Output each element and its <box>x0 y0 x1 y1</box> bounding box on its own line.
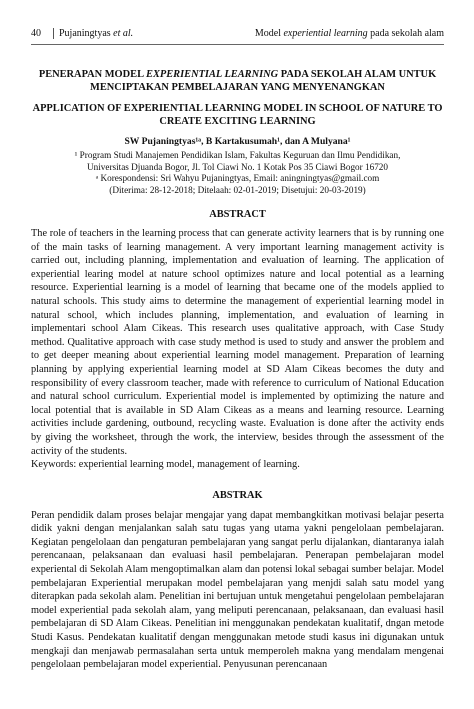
dates-line: (Diterima: 28-12-2018; Ditelaah: 02-01-2019; Disetujui: 20-03-2019) <box>109 184 366 195</box>
keywords: Keywords: experiential learning model, management of learning. <box>31 459 300 471</box>
author-list: SW Pujaningtyas¹ᵃ, B Kartakusumah¹, dan A Mulyana¹ <box>124 136 351 147</box>
abstract-body: The role of teachers in the learning process that can generate activity learners that is by running one of the main tasks of learning management. A very important learning management activity is carried out, including planning, implementation and evaluation of learning. The application of experiential learing model at nature school optimizes nature and local potential as a learning resource. Experiential learning is a model of learning that became one of the models applied to natural schools. This study aims to determine the management of experiential learning model in natural school, which includes planning, implementation, and evaluation of learning in implementari school Alam Cikeas. This research uses qualitative approach, with Case Study method. Qualitative approach with case study method is used to study and answer the problem and to get deeper meaning about experiential learning model management. Preparation of learning planning by applying experiential learning model at SD Alam Cikeas becomes the duty and responsibility of every classroom teacher, made with reference to curriculum of National Education and natural school curriculum. Experiential model is implemented by optimizing the nature and local potential that is available in SD Alam Cikeas as a means and learning resource. Learning activities include gardening, outbound, recycling waste. Evaluation is done after the activity ends by giving the worksheet, through the work, the interview, besides through the assessment of the activity of the students. <box>31 228 444 457</box>
abstrak-heading: ABSTRAK <box>212 489 263 501</box>
header-authors: Pujaningtyas et al. <box>59 27 134 39</box>
abstrak-container <box>31 509 444 709</box>
affiliation-line: ¹ Program Studi Manajemen Pendidikan Islam, Fakultas Keguruan dan Ilmu Pendidikan, <box>74 150 401 160</box>
running-header <box>31 0 444 45</box>
header-divider <box>53 28 54 39</box>
abstract-heading: ABSTRACT <box>209 209 266 220</box>
affiliation <box>31 150 444 196</box>
correspondence-line: ᵃ Korespondensi: Sri Wahyu Pujaningtyas, Email: aningningtyas@gmail.com <box>95 173 380 183</box>
header-journal-title: Model experiential learning pada sekolah alam <box>254 27 444 39</box>
abstrak-body: Peran pendidik dalam proses belajar mengajar yang dapat membangkitkan motivasi belajar peserta didik yakni dengan menjalankan salah satu tugas yang utama yakni pengelolaan pembelajaran. Kegiatan pengelolaan dan pengaturan pembelajaran yang sangat perlu dijalankan, diantaranya ialah perencanaan, pelaksanaan dan evaluasi hasil pembelajaran. Penerapan pembelajaran model experiental di Sekolah Alam mengoptimalkan alam dan potensi lokal sebagai sumber belajar. Model pembelajaran Experiential merupakan model pembelajaran yang menjdi salah satu model yang diterapkan pada sekolah alam. Penelitian ini bertujuan untuk mengetahui pengelolaan pembelajaran model experiential pada sekolah alam, yang meliputi perencanaan, pelaksanaan, dan evaluasi hasil pembelajaran di SD Alam Cikeas. Penelitian ini menggunakan pendekatan kualitatif, dngan metode Studi Kasus. Pendekatan kualitatif dengan menggunakan metode studi kasus ini digunakan untuk mengkaji dan menjawab permasalahan serta untuk memperoleh makna yang mendalam mengenai pengelolaan pembelajaran model experiential. Penyusunan perencanaan <box>31 509 444 671</box>
paper-title-indonesian: PENERAPAN MODEL EXPERIENTIAL LEARNING PADA SEKOLAH ALAM UNTUK MENCIPTAKAN PEMBELAJARAN YANG MENYENANGKAN <box>38 69 437 93</box>
paper-title-english: APPLICATION OF EXPERIENTIAL LEARNING MODEL IN SCHOOL OF NATURE TO CREATE EXCITING LEARNING <box>32 103 443 127</box>
page-number: 40 <box>31 27 41 39</box>
affiliation-line: Universitas Djuanda Bogor, Jl. Tol Ciawi No. 1 Kotak Pos 35 Ciawi Bogor 16720 <box>87 161 388 172</box>
